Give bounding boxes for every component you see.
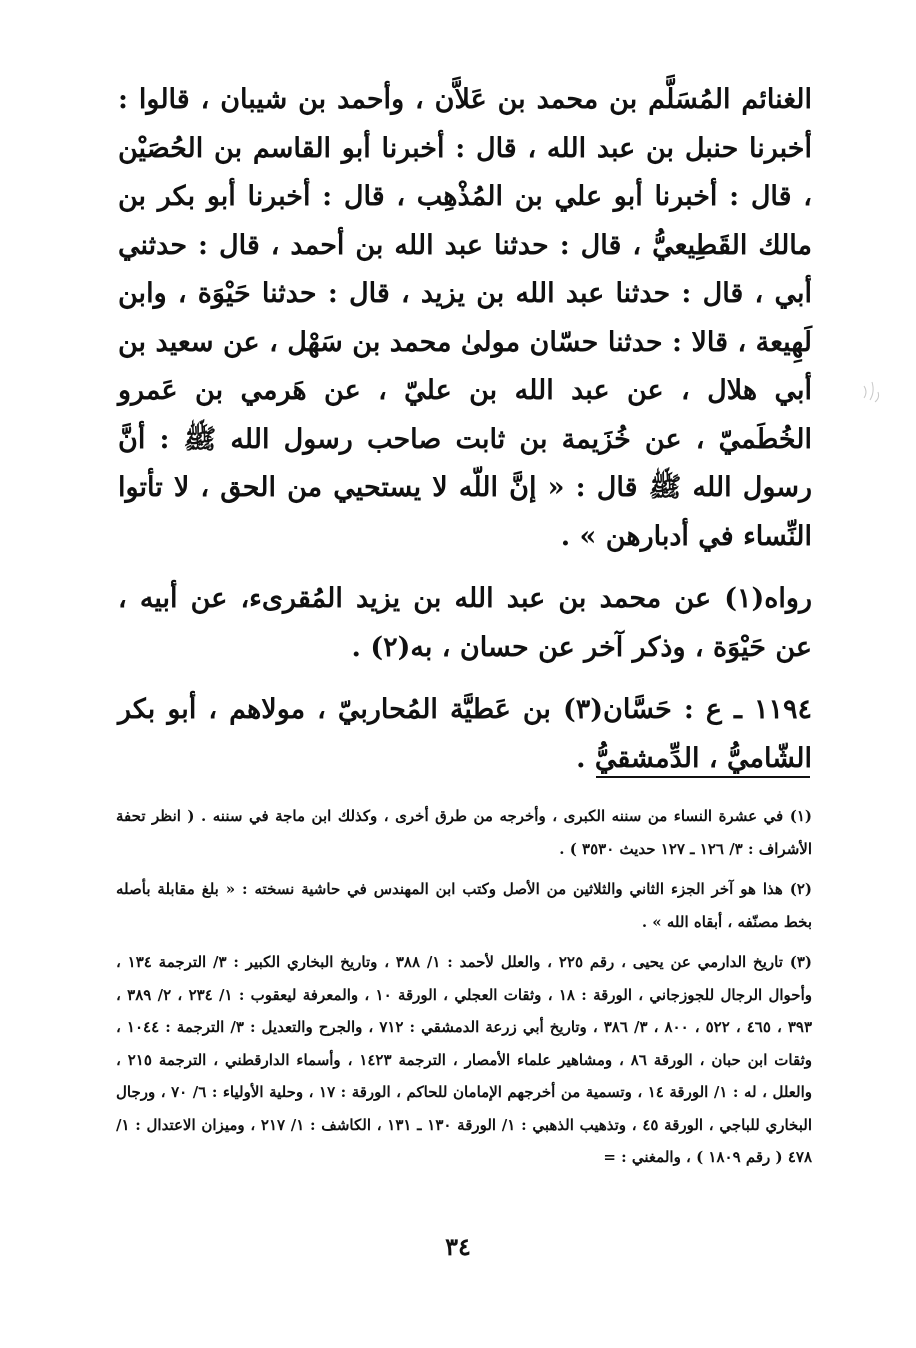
footnote: (٢) هذا هو آخر الجزء الثاني والثلاثين من الأصل وكتب ابن المهندس في حاشية نسخته : « بلغ مقابلة بأصله بخط مصنّفه ، أبقاه الله » . — [116, 880, 812, 931]
main-paragraph: الغنائم المُسَلَّم بن محمد بن عَلاَّن ، وأحمد بن شيبان ، قالوا : أخبرنا حنبل بن عبد الله ، قال : أخبرنا أبو القاسم بن الحُصَيْن ، قال : أخبرنا أبو علي بن المُذْهِب ، قال : أخبرنا أبو بكر بن مالك القَطِيعيُّ ، قال : حدثنا عبد الله بن أحمد ، قال : حدثني أبي ، قال : حدثنا عبد الله بن يزيد ، قال : حدثنا حَيْوَة ، وابن لَهِيعة ، قالا : حدثنا حسّان مولىٰ محمد بن سَهْل ، عن سعيد بن أبي هلال ، عن عبد الله بن عليّ ، عن هَرمي بن عَمرو الخُطَميّ ، عن خُزَيمة بن ثابت صاحب رسول الله ﷺ : أنَّ رسول الله ﷺ قال : « إنَّ اللّه لا يستحيي من الحق ، لا تأتوا النِّساء في أدبارهن » . — [118, 84, 812, 552]
main-text — [118, 76, 812, 783]
main-paragraph: رواه(١) عن محمد بن عبد الله بن يزيد المُقرىء، عن أبيه ، عن حَيْوَة ، وذكر آخر عن حسان ، به(٢) . — [118, 583, 812, 663]
margin-smudge — [858, 378, 888, 418]
footnote: (٣) تاريخ الدارمي عن يحيى ، رقم ٢٢٥ ، والعلل لأحمد : ١/ ٣٨٨ ، وتاريخ البخاري الكبير : ٣/ الترجمة ١٣٤ ، وأحوال الرجال للجوزجاني ، الورقة : ١٨ ، وثقات العجلي ، الورقة ١٠ ، والمعرفة ليعقوب : ١/ ٢٣٤ ، ٢/ ٣٨٩ ، ٣٩٣ ، ٤٦٥ ، ٥٢٢ ، ٨٠٠ ، ٣/ ٣٨٦ ، وتاريخ أبي زرعة الدمشقي : ٧١٢ ، والجرح والتعديل : ٣/ الترجمة : ١٠٤٤ ، وثقات ابن حبان ، الورقة ٨٦ ، ومشاهير علماء الأمصار ، الترجمة ١٤٢٣ ، وأسماء الدارقطني ، الترجمة ٢١٥ ، والعلل ، له : ١/ الورقة ١٤ ، وتسمية من أخرجهم الإمامان للحاكم ، الورقة : ١٧ ، وحلية الأولياء : ٦/ ٧٠ ، ورجال البخاري للباجي ، الورقة ٤٥ ، وتذهيب الذهبي : ١/ الورقة ١٣٠ ـ ١٣١ ، الكاشف : ١/ ٢١٧ ، وميزان الاعتدال : ١/ ٤٧٨ ( رقم ١٨٠٩ ) ، والمغني : = — [116, 953, 813, 1166]
entry-heading-paragraph: ١١٩٤ ـ ع : حَسَّان(٣) بن عَطيَّة المُحاربيّ ، مولاهم ، أبو بكر الشّاميُّ ، الدِّمشقيُّ . — [118, 694, 812, 774]
footnote-divider — [596, 776, 810, 778]
page-number: ٣٤ — [445, 1232, 471, 1261]
footnotes — [116, 800, 812, 1174]
footnote: (١) في عشرة النساء من سننه الكبرى ، وأخرجه من طرق أخرى ، وكذلك ابن ماجة في سننه . ( انظر تحفة الأشراف : ٣/ ١٢٦ ـ ١٢٧ حديث ٣٥٣٠ ) . — [116, 807, 812, 858]
